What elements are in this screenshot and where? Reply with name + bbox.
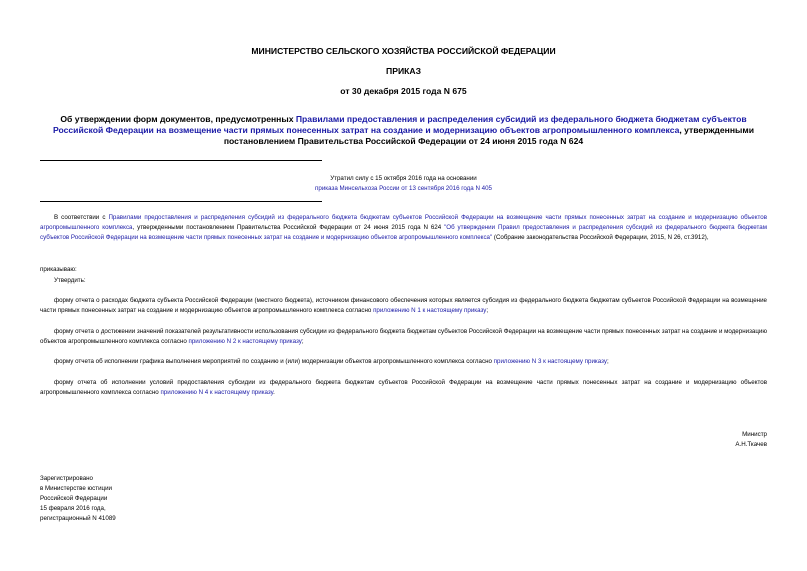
list-item	[40, 296, 767, 316]
title-text-2: , утвержденными постановлением Правительства Российской Федерации от 24 июня 2015 года N 624	[223, 125, 755, 146]
document-title	[40, 114, 767, 147]
signature-block	[735, 430, 767, 450]
ministry-heading: МИНИСТЕРСТВО СЕЛЬСКОГО ХОЗЯЙСТВА РОССИЙСКОЙ ФЕДЕРАЦИИ	[251, 46, 556, 56]
appendix-3-link[interactable]: приложению N 3 к настоящему приказу	[493, 358, 607, 365]
order-word: приказываю:	[40, 266, 77, 273]
preamble-text-1: В соответствии с	[54, 214, 109, 221]
item-3-text: форму отчета об исполнении графика выполнения мероприятий по созданию и (или) модернизации объектов агропромышленного комплекса согласно	[54, 358, 494, 365]
appendix-4-link[interactable]: приложению N 4 к настоящему приказу	[160, 389, 274, 396]
preamble-decree-link[interactable]: "Об утверждении Правил предоставления и распределения субсидий из федерального бюджета бюджетам субъектов Российской Федерации на возмещение части прямых понесенных затрат на создание и модернизацию объектов агропромышленного комплекса"	[40, 224, 768, 241]
item-3-end: ;	[606, 358, 609, 365]
validity-link[interactable]: приказа Минсельхоза России от 13 сентября 2016 года N 405	[315, 185, 492, 192]
item-4-end: .	[273, 389, 275, 396]
validity-text: Утратил силу с 15 октября 2016 года на основании	[330, 175, 477, 182]
registration-line-5: регистрационный N 41089	[40, 515, 116, 522]
appendix-1-link[interactable]: приложению N 1 к настоящему приказу	[373, 307, 487, 314]
registration-line-1: Зарегистрировано	[40, 475, 93, 482]
divider-bottom	[40, 201, 322, 202]
list-item	[40, 357, 767, 367]
validity-note	[40, 174, 767, 194]
appendix-2-link[interactable]: приложению N 2 к настоящему приказу	[188, 338, 302, 345]
divider-top	[40, 160, 322, 161]
preamble-paragraph	[40, 213, 767, 243]
registration-block	[40, 474, 116, 524]
preamble-text-3: (Собрание законодательства Российской Федерации, 2015, N 26, ст.3912),	[492, 234, 709, 241]
signer-name: А.Н.Ткачев	[735, 441, 767, 448]
item-1-end: ;	[486, 307, 489, 314]
item-2-text: форму отчета о достижении значений показателей результативности использования субсидии из федерального бюджета бюджетам субъектов Российской Федерации на возмещение части прямых понесенных затрат на создание и модернизацию объектов агропромышленного комплекса согласно	[40, 328, 767, 345]
approve-word: Утвердить:	[54, 277, 86, 284]
preamble-rules-link[interactable]: Правилами предоставления и распределения субсидий из федерального бюджета бюджетам субъектов Российской Федерации на возмещение части прямых понесенных затрат на создание и модернизацию объектов агропромышленного комплекса	[40, 214, 767, 231]
doc-type-heading: ПРИКАЗ	[386, 66, 421, 76]
registration-line-3: Российской Федерации	[40, 495, 108, 502]
signer-position: Министр	[742, 431, 767, 438]
list-item	[40, 378, 767, 398]
item-1-text: форму отчета о расходах бюджета субъекта Российской Федерации (местного бюджета), источником финансового обеспечения которых является субсидия из федерального бюджета бюджетам субъектов Российской Федерации на возмещение части прямых понесенных затрат на создание и модернизацию объектов агропромышленного комплекса согласно	[40, 297, 767, 314]
item-2-end: ;	[301, 338, 304, 345]
title-text-1: Об утверждении форм документов, предусмотренных	[60, 114, 296, 124]
list-item	[40, 327, 767, 347]
item-4-text: форму отчета об исполнении условий предоставления субсидии из федерального бюджета бюджетам субъектов Российской Федерации на возмещение части прямых понесенных затрат на создание и модернизацию объектов агропромышленного комплекса согласно	[40, 379, 767, 396]
registration-line-2: в Министерстве юстиции	[40, 485, 113, 492]
date-number-heading: от 30 декабря 2015 года N 675	[340, 86, 467, 96]
registration-line-4: 15 февраля 2016 года,	[40, 505, 106, 512]
preamble-text-2: , утвержденными постановлением Правительства Российской Федерации от 24 июня 2015 года N 624	[132, 224, 445, 231]
title-rules-link[interactable]: Правилами предоставления и распределения субсидий из федерального бюджета бюджетам субъектов Российской Федерации на возмещение части прямых понесенных затрат на создание и модернизацию объектов агропромышленного комплекса	[52, 114, 747, 135]
